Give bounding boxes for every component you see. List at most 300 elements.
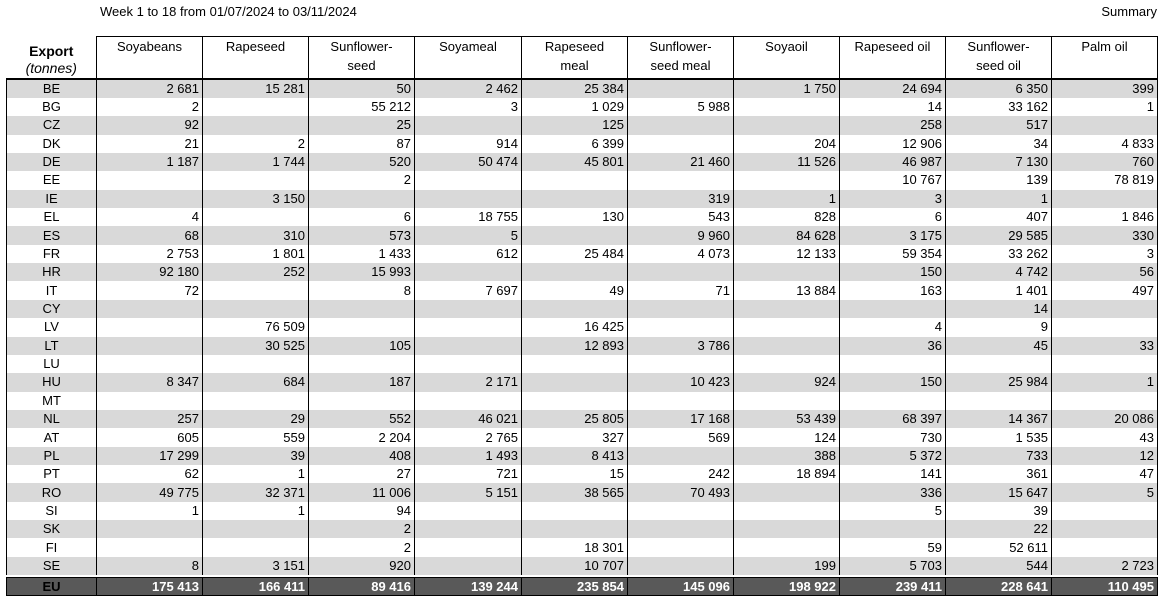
country-cell: PL <box>7 447 97 465</box>
summary-label: Summary <box>1101 4 1157 19</box>
value-cell: 559 <box>203 428 309 446</box>
value-cell: 1 187 <box>97 153 203 171</box>
value-cell: 16 425 <box>522 318 628 336</box>
column-header <box>309 37 415 79</box>
value-cell <box>415 300 522 318</box>
value-cell <box>946 355 1052 373</box>
table-row <box>7 355 1158 373</box>
value-cell <box>1052 502 1158 520</box>
country-cell: CY <box>7 300 97 318</box>
value-cell: 11 006 <box>309 483 415 501</box>
country-cell: SI <box>7 502 97 520</box>
value-cell: 49 775 <box>97 483 203 501</box>
value-cell: 8 413 <box>522 447 628 465</box>
value-cell: 1 <box>734 190 840 208</box>
value-cell <box>203 98 309 116</box>
column-header <box>97 37 203 79</box>
value-cell <box>734 318 840 336</box>
value-cell <box>415 263 522 281</box>
value-cell: 34 <box>946 135 1052 153</box>
value-cell: 25 384 <box>522 79 628 98</box>
country-cell: AT <box>7 428 97 446</box>
value-cell: 38 565 <box>522 483 628 501</box>
value-cell: 45 801 <box>522 153 628 171</box>
value-cell <box>203 300 309 318</box>
value-cell <box>309 355 415 373</box>
value-cell: 12 <box>1052 447 1158 465</box>
value-cell: 14 <box>946 300 1052 318</box>
country-cell: MT <box>7 392 97 410</box>
value-cell: 12 906 <box>840 135 946 153</box>
value-cell: 2 765 <box>415 428 522 446</box>
value-cell: 39 <box>203 447 309 465</box>
table-row <box>7 208 1158 226</box>
value-cell: 21 <box>97 135 203 153</box>
value-cell <box>628 502 734 520</box>
value-cell <box>628 171 734 189</box>
value-cell: 2 753 <box>97 245 203 263</box>
value-cell: 92 180 <box>97 263 203 281</box>
value-cell: 4 <box>840 318 946 336</box>
value-cell <box>203 171 309 189</box>
value-cell <box>309 190 415 208</box>
value-cell: 252 <box>203 263 309 281</box>
total-value-cell: 175 413 <box>97 578 203 596</box>
value-cell: 4 742 <box>946 263 1052 281</box>
value-cell <box>628 300 734 318</box>
value-cell: 2 <box>309 538 415 556</box>
value-cell: 2 723 <box>1052 557 1158 575</box>
value-cell: 199 <box>734 557 840 575</box>
country-cell: IT <box>7 281 97 299</box>
country-cell: EL <box>7 208 97 226</box>
value-cell: 13 884 <box>734 281 840 299</box>
value-cell <box>1052 300 1158 318</box>
value-cell <box>734 171 840 189</box>
value-cell: 10 707 <box>522 557 628 575</box>
country-cell: ES <box>7 226 97 244</box>
value-cell: 330 <box>1052 226 1158 244</box>
value-cell: 1 801 <box>203 245 309 263</box>
value-cell <box>415 116 522 134</box>
value-cell <box>415 538 522 556</box>
column-header-line: Palm oil <box>1081 39 1128 54</box>
table-row <box>7 373 1158 391</box>
value-cell: 684 <box>203 373 309 391</box>
value-cell: 18 301 <box>522 538 628 556</box>
value-cell <box>1052 190 1158 208</box>
value-cell <box>309 300 415 318</box>
value-cell: 920 <box>309 557 415 575</box>
value-cell: 2 <box>203 135 309 153</box>
value-cell: 388 <box>734 447 840 465</box>
country-cell: LV <box>7 318 97 336</box>
value-cell: 47 <box>1052 465 1158 483</box>
value-cell: 497 <box>1052 281 1158 299</box>
value-cell: 1 <box>946 190 1052 208</box>
period-label: Week 1 to 18 from 01/07/2024 to 03/11/2024 <box>100 4 357 19</box>
value-cell: 3 150 <box>203 190 309 208</box>
column-header <box>415 37 522 79</box>
value-cell <box>415 171 522 189</box>
country-cell: HU <box>7 373 97 391</box>
column-header <box>1052 37 1158 79</box>
value-cell: 163 <box>840 281 946 299</box>
table-row <box>7 337 1158 355</box>
total-value-cell: 139 244 <box>415 578 522 596</box>
value-cell: 59 <box>840 538 946 556</box>
value-cell: 10 423 <box>628 373 734 391</box>
value-cell <box>522 392 628 410</box>
value-cell: 2 171 <box>415 373 522 391</box>
country-cell: FR <box>7 245 97 263</box>
column-header-line: Sunflower- <box>967 39 1030 54</box>
country-cell: SK <box>7 520 97 538</box>
table-row <box>7 226 1158 244</box>
value-cell <box>628 520 734 538</box>
value-cell <box>203 355 309 373</box>
value-cell: 1 <box>97 502 203 520</box>
value-cell: 125 <box>522 116 628 134</box>
value-cell <box>97 300 203 318</box>
value-cell: 6 <box>309 208 415 226</box>
value-cell: 520 <box>309 153 415 171</box>
value-cell <box>628 318 734 336</box>
value-cell <box>734 263 840 281</box>
total-value-cell: 89 416 <box>309 578 415 596</box>
value-cell <box>97 520 203 538</box>
export-title: Export <box>29 42 74 59</box>
value-cell: 36 <box>840 337 946 355</box>
value-cell: 1 433 <box>309 245 415 263</box>
value-cell: 5 <box>415 226 522 244</box>
value-cell <box>203 281 309 299</box>
value-cell: 5 <box>840 502 946 520</box>
value-cell: 4 <box>97 208 203 226</box>
value-cell <box>415 502 522 520</box>
value-cell: 70 493 <box>628 483 734 501</box>
value-cell <box>97 337 203 355</box>
value-cell <box>734 520 840 538</box>
unit-subtitle: (tonnes) <box>25 59 77 76</box>
country-cell: LU <box>7 355 97 373</box>
value-cell: 30 525 <box>203 337 309 355</box>
value-cell <box>628 557 734 575</box>
value-cell: 52 611 <box>946 538 1052 556</box>
table-row <box>7 557 1158 575</box>
value-cell: 552 <box>309 410 415 428</box>
value-cell: 914 <box>415 135 522 153</box>
country-cell: NL <box>7 410 97 428</box>
value-cell <box>522 502 628 520</box>
value-cell: 1 535 <box>946 428 1052 446</box>
value-cell <box>97 355 203 373</box>
value-cell <box>415 190 522 208</box>
value-cell <box>203 116 309 134</box>
table-row <box>7 465 1158 483</box>
column-header-line: Soyabeans <box>116 39 183 54</box>
value-cell <box>415 557 522 575</box>
value-cell: 242 <box>628 465 734 483</box>
value-cell <box>734 116 840 134</box>
value-cell: 76 509 <box>203 318 309 336</box>
value-cell: 12 133 <box>734 245 840 263</box>
value-cell <box>734 502 840 520</box>
country-cell: DK <box>7 135 97 153</box>
country-cell: CZ <box>7 116 97 134</box>
export-table <box>6 36 1158 596</box>
table-row <box>7 428 1158 446</box>
value-cell: 399 <box>1052 79 1158 98</box>
value-cell <box>734 355 840 373</box>
value-cell: 3 <box>1052 245 1158 263</box>
value-cell: 760 <box>1052 153 1158 171</box>
value-cell <box>628 447 734 465</box>
value-cell: 257 <box>97 410 203 428</box>
table-row <box>7 447 1158 465</box>
country-cell: LT <box>7 337 97 355</box>
table-row <box>7 171 1158 189</box>
value-cell: 18 894 <box>734 465 840 483</box>
value-cell <box>415 520 522 538</box>
value-cell: 5 988 <box>628 98 734 116</box>
value-cell: 62 <box>97 465 203 483</box>
column-header-line: Sunflower- <box>330 39 393 54</box>
value-cell <box>840 392 946 410</box>
table-body <box>7 79 1158 596</box>
value-cell: 150 <box>840 263 946 281</box>
value-cell: 1 <box>1052 98 1158 116</box>
table-row <box>7 135 1158 153</box>
value-cell: 9 960 <box>628 226 734 244</box>
table-row <box>7 483 1158 501</box>
value-cell: 14 <box>840 98 946 116</box>
table-row <box>7 79 1158 98</box>
value-cell: 32 371 <box>203 483 309 501</box>
value-cell <box>628 263 734 281</box>
value-cell: 517 <box>946 116 1052 134</box>
value-cell: 25 <box>309 116 415 134</box>
table-row <box>7 502 1158 520</box>
value-cell: 33 262 <box>946 245 1052 263</box>
value-cell: 612 <box>415 245 522 263</box>
value-cell: 10 767 <box>840 171 946 189</box>
value-cell: 258 <box>840 116 946 134</box>
value-cell: 6 399 <box>522 135 628 153</box>
value-cell <box>840 355 946 373</box>
value-cell <box>522 263 628 281</box>
value-cell: 11 526 <box>734 153 840 171</box>
total-label: EU <box>7 578 97 596</box>
total-value-cell: 228 641 <box>946 578 1052 596</box>
value-cell: 605 <box>97 428 203 446</box>
value-cell: 569 <box>628 428 734 446</box>
column-header <box>203 37 309 79</box>
column-header-line: meal <box>560 58 589 73</box>
value-cell <box>628 355 734 373</box>
total-row <box>7 578 1158 596</box>
column-header <box>522 37 628 79</box>
value-cell: 15 <box>522 465 628 483</box>
value-cell <box>1052 318 1158 336</box>
column-header-line: Soyameal <box>439 39 497 54</box>
value-cell: 1 <box>203 465 309 483</box>
value-cell: 3 786 <box>628 337 734 355</box>
value-cell <box>1052 116 1158 134</box>
value-cell: 14 367 <box>946 410 1052 428</box>
value-cell <box>734 300 840 318</box>
country-cell: PT <box>7 465 97 483</box>
value-cell <box>522 520 628 538</box>
value-cell: 29 <box>203 410 309 428</box>
value-cell: 21 460 <box>628 153 734 171</box>
value-cell <box>97 538 203 556</box>
value-cell <box>734 483 840 501</box>
value-cell <box>415 355 522 373</box>
value-cell: 5 372 <box>840 447 946 465</box>
country-cell: EE <box>7 171 97 189</box>
value-cell: 327 <box>522 428 628 446</box>
value-cell <box>415 337 522 355</box>
value-cell: 543 <box>628 208 734 226</box>
total-value-cell: 166 411 <box>203 578 309 596</box>
value-cell <box>522 226 628 244</box>
value-cell <box>522 171 628 189</box>
value-cell: 68 397 <box>840 410 946 428</box>
value-cell: 15 993 <box>309 263 415 281</box>
value-cell: 544 <box>946 557 1052 575</box>
value-cell: 319 <box>628 190 734 208</box>
value-cell: 24 694 <box>840 79 946 98</box>
value-cell: 141 <box>840 465 946 483</box>
value-cell <box>628 135 734 153</box>
value-cell: 7 130 <box>946 153 1052 171</box>
value-cell: 3 <box>840 190 946 208</box>
value-cell <box>415 318 522 336</box>
value-cell: 105 <box>309 337 415 355</box>
table-row <box>7 153 1158 171</box>
value-cell <box>97 171 203 189</box>
column-header-line: seed oil <box>976 58 1021 73</box>
value-cell: 46 987 <box>840 153 946 171</box>
value-cell: 924 <box>734 373 840 391</box>
value-cell: 25 484 <box>522 245 628 263</box>
country-cell: SE <box>7 557 97 575</box>
column-header <box>734 37 840 79</box>
value-cell: 5 <box>1052 483 1158 501</box>
value-cell: 6 350 <box>946 79 1052 98</box>
value-cell: 12 893 <box>522 337 628 355</box>
value-cell <box>97 318 203 336</box>
table-row <box>7 245 1158 263</box>
value-cell: 92 <box>97 116 203 134</box>
country-cell: FI <box>7 538 97 556</box>
value-cell: 6 <box>840 208 946 226</box>
value-cell: 2 <box>309 520 415 538</box>
column-header <box>628 37 734 79</box>
value-cell: 1 493 <box>415 447 522 465</box>
value-cell: 49 <box>522 281 628 299</box>
value-cell: 72 <box>97 281 203 299</box>
value-cell: 2 681 <box>97 79 203 98</box>
value-cell: 130 <box>522 208 628 226</box>
value-cell: 336 <box>840 483 946 501</box>
value-cell <box>946 392 1052 410</box>
value-cell: 59 354 <box>840 245 946 263</box>
value-cell: 7 697 <box>415 281 522 299</box>
country-cell: DE <box>7 153 97 171</box>
value-cell <box>309 392 415 410</box>
value-cell: 18 755 <box>415 208 522 226</box>
table-row <box>7 190 1158 208</box>
value-cell <box>734 392 840 410</box>
value-cell: 1 <box>203 502 309 520</box>
value-cell: 407 <box>946 208 1052 226</box>
value-cell: 27 <box>309 465 415 483</box>
value-cell: 1 <box>1052 373 1158 391</box>
value-cell <box>628 538 734 556</box>
value-cell: 187 <box>309 373 415 391</box>
value-cell <box>203 538 309 556</box>
value-cell: 9 <box>946 318 1052 336</box>
table-row <box>7 263 1158 281</box>
value-cell: 29 585 <box>946 226 1052 244</box>
value-cell <box>203 208 309 226</box>
value-cell: 1 846 <box>1052 208 1158 226</box>
column-header-line: Rapeseed oil <box>854 39 931 54</box>
value-cell: 17 168 <box>628 410 734 428</box>
value-cell: 1 744 <box>203 153 309 171</box>
value-cell: 139 <box>946 171 1052 189</box>
column-header-line: Rapeseed <box>544 39 605 54</box>
value-cell: 45 <box>946 337 1052 355</box>
value-cell: 46 021 <box>415 410 522 428</box>
value-cell <box>1052 538 1158 556</box>
value-cell: 15 647 <box>946 483 1052 501</box>
value-cell: 2 <box>97 98 203 116</box>
column-header-row <box>7 37 1158 79</box>
value-cell: 828 <box>734 208 840 226</box>
total-value-cell: 235 854 <box>522 578 628 596</box>
value-cell: 1 750 <box>734 79 840 98</box>
value-cell: 17 299 <box>97 447 203 465</box>
value-cell: 78 819 <box>1052 171 1158 189</box>
value-cell <box>840 520 946 538</box>
value-cell <box>628 79 734 98</box>
table-row <box>7 300 1158 318</box>
column-header-line: Rapeseed <box>225 39 286 54</box>
value-cell: 3 151 <box>203 557 309 575</box>
value-cell: 3 175 <box>840 226 946 244</box>
value-cell: 5 703 <box>840 557 946 575</box>
value-cell: 50 474 <box>415 153 522 171</box>
value-cell <box>1052 392 1158 410</box>
value-cell: 361 <box>946 465 1052 483</box>
value-cell <box>734 337 840 355</box>
value-cell: 39 <box>946 502 1052 520</box>
value-cell <box>309 318 415 336</box>
table-row <box>7 98 1158 116</box>
country-cell: BG <box>7 98 97 116</box>
value-cell <box>522 355 628 373</box>
value-cell: 204 <box>734 135 840 153</box>
value-cell: 94 <box>309 502 415 520</box>
value-cell: 408 <box>309 447 415 465</box>
country-cell: BE <box>7 79 97 98</box>
value-cell <box>1052 520 1158 538</box>
value-cell: 25 805 <box>522 410 628 428</box>
column-header-line: seed meal <box>650 58 711 73</box>
